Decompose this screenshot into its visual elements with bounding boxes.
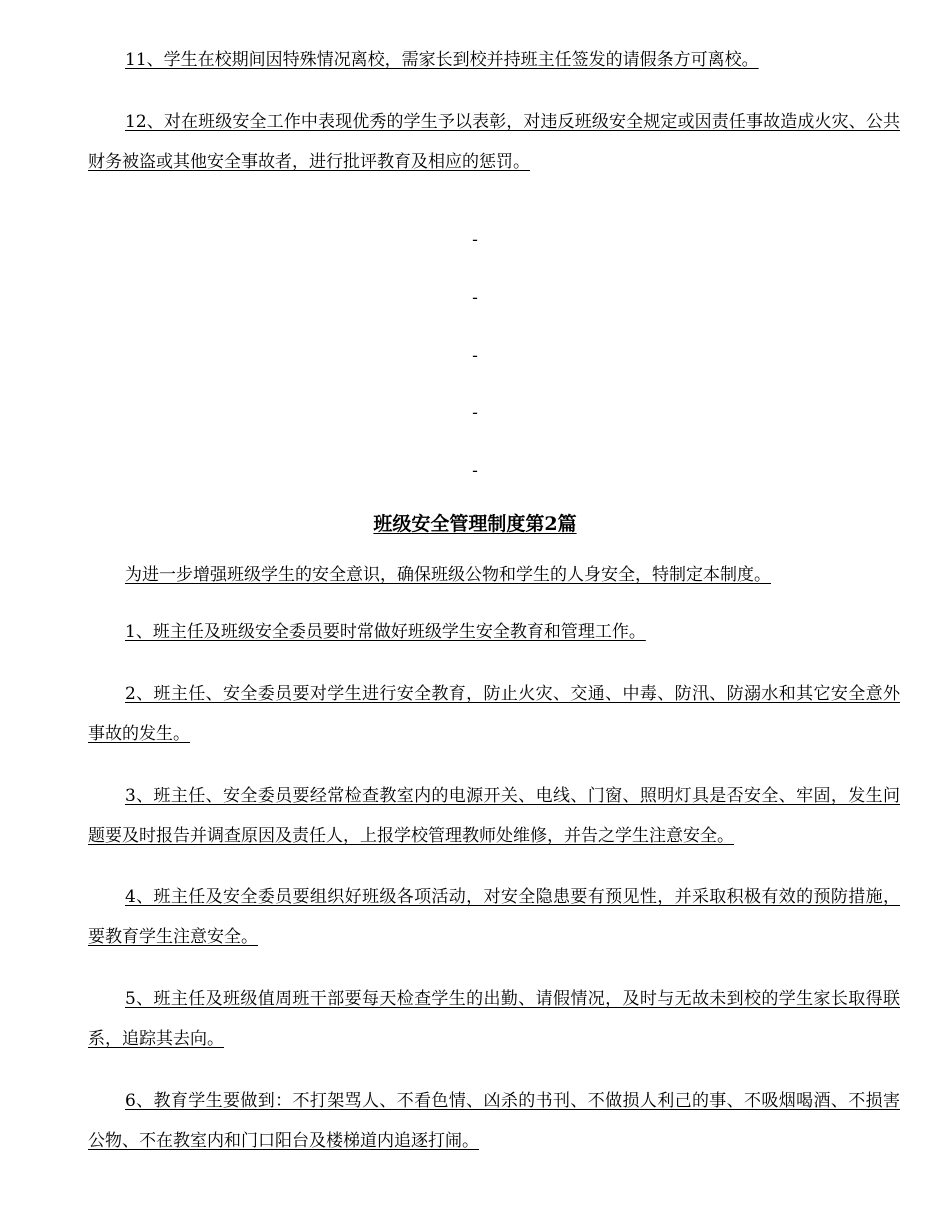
paragraph-text: 6、教育学生要做到：不打架骂人、不看色情、凶杀的书刊、不做损人利己的事、不吸烟喝酒、不损害公物、不在教室内和门口阳台及楼梯道内追逐打闹。 [88,1091,900,1151]
paragraph-item-6 [88,1081,900,1161]
paragraph-text: 11、学生在校期间因特殊情况离校，需家长到校并持班主任签发的请假条方可离校。 [125,50,759,70]
paragraph-item-11 [88,40,900,80]
section-title-text: 班级安全管理制度第2篇 [373,513,577,535]
paragraph-item-4 [88,877,900,957]
paragraph-text: 为进一步增强班级学生的安全意识，确保班级公物和学生的人身安全，特制定本制度。 [125,565,771,585]
paragraph-item-3 [88,776,900,856]
paragraph-text: 2、班主任、安全委员要对学生进行安全教育，防止火灾、交通、中毒、防汛、防溺水和其它安全意外事故的发生。 [88,684,900,744]
paragraph-text: 4、班主任及安全委员要组织好班级各项活动，对安全隐患要有预见性，并采取积极有效的预防措施，要教育学生注意安全。 [88,887,900,947]
paragraph-item-1 [88,612,900,652]
paragraph-item-5 [88,979,900,1059]
separator-dash: - [472,230,478,250]
paragraph-text: 12、对在班级安全工作中表现优秀的学生予以表彰，对违反班级安全规定或因责任事故造成火灾、公共财务被盗或其他安全事故者，进行批评教育及相应的惩罚。 [88,112,900,172]
paragraph-text: 5、班主任及班级值周班干部要每天检查学生的出勤、请假情况，及时与无故未到校的学生家长取得联系，追踪其去向。 [88,989,900,1049]
section-title [0,511,950,537]
paragraph-item-12 [88,102,900,182]
paragraph-text: 1、班主任及班级安全委员要时常做好班级学生安全教育和管理工作。 [125,622,646,642]
separator-dash: - [472,461,478,481]
paragraph-item-2 [88,674,900,754]
separator-dash: - [472,346,478,366]
separator-dash: - [472,403,478,423]
separator-dash: - [472,288,478,308]
paragraph-intro [88,555,900,595]
paragraph-text: 3、班主任、安全委员要经常检查教室内的电源开关、电线、门窗、照明灯具是否安全、牢固，发生问题要及时报告并调查原因及责任人，上报学校管理教师处维修，并告之学生注意安全。 [88,786,900,846]
